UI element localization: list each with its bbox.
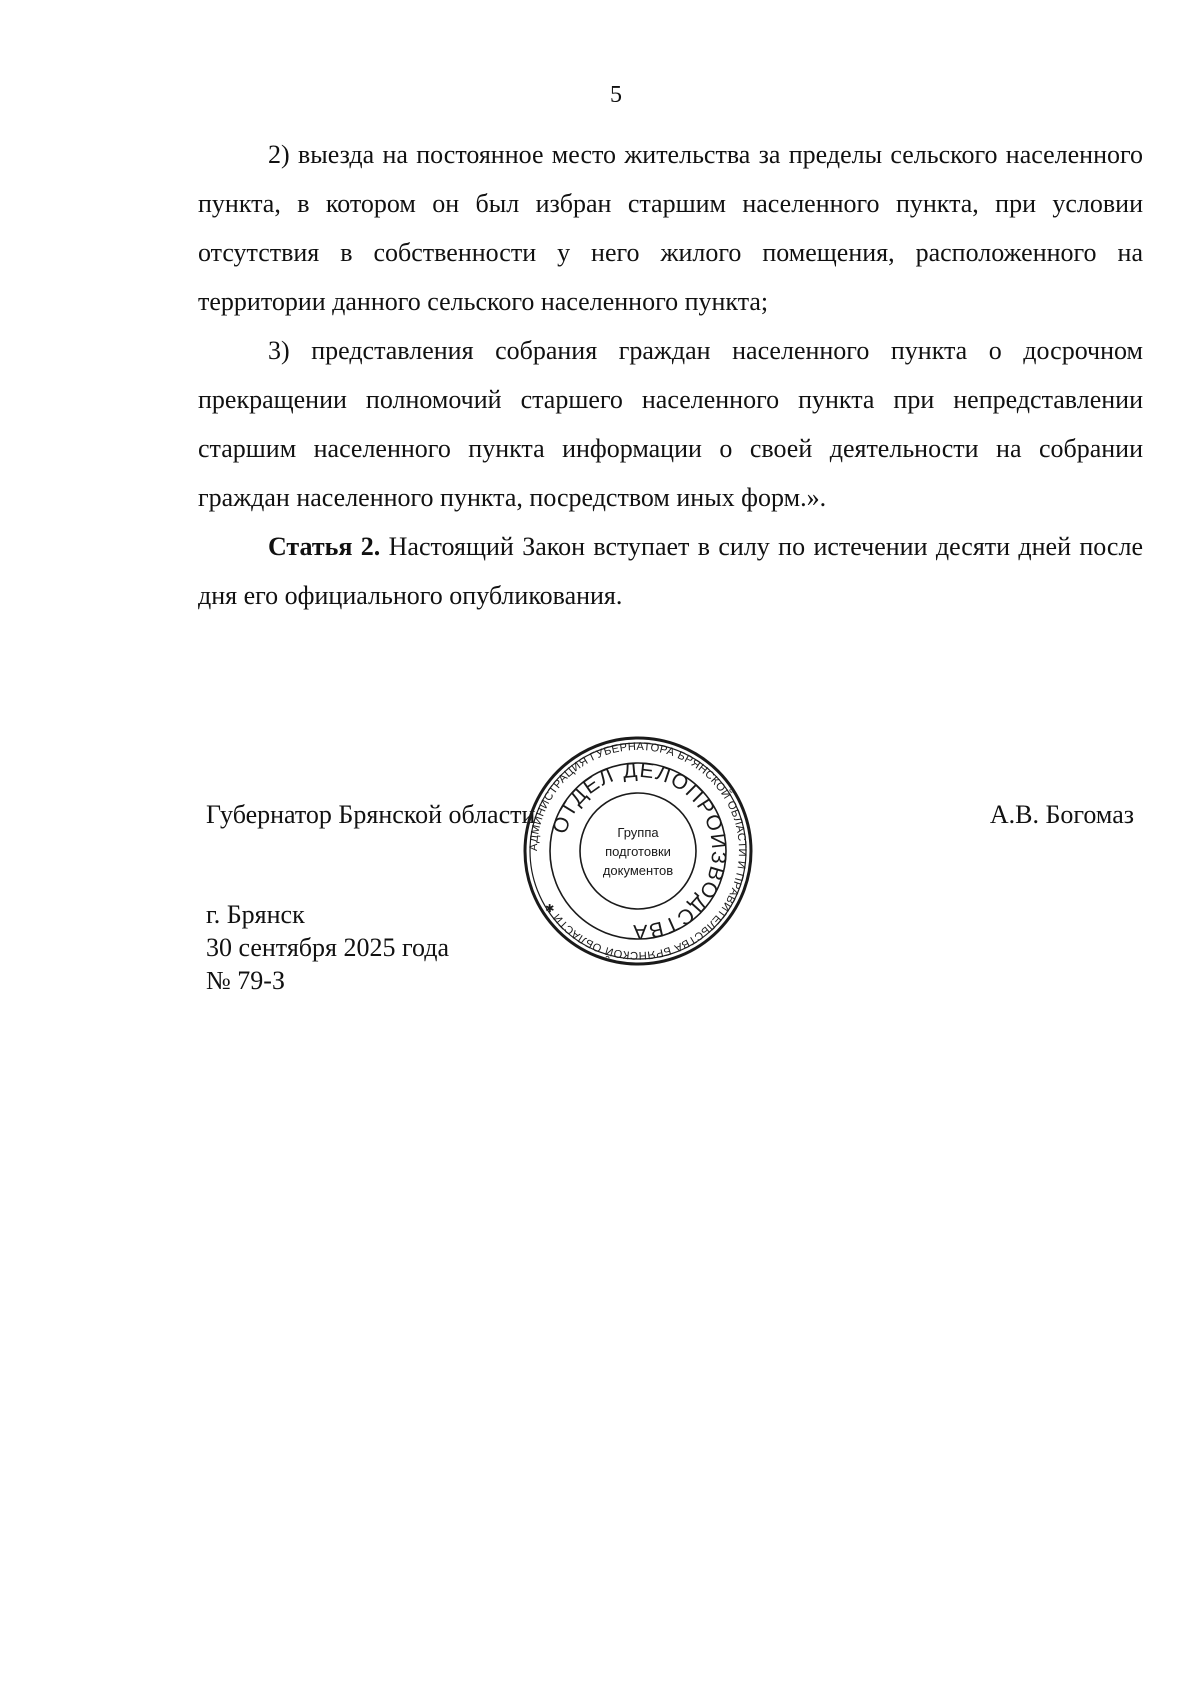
article-heading: Статья 2. <box>268 532 381 561</box>
stamp-outer-border <box>525 738 751 964</box>
stamp-center-line-1: Группа <box>617 825 659 840</box>
stamp-center-line-2: подготовки <box>605 844 671 859</box>
paragraph-item-2: 2) выезда на постоянное место жительства за пределы сельского населенного пункта, в котором он был избран старшим населенного пункта, при условии отсутствия в собственности у него жилого помещения, расположенного на территории данного сельского населенного пункта; <box>198 140 1143 316</box>
stamp-inner-ring-text: ОТДЕЛ ДЕЛОПРОИЗВОДСТВА <box>548 758 731 944</box>
document-body <box>198 130 1143 620</box>
article-text: Настоящий Закон вступает в силу по истечении десяти дней после дня его официального опубликования. <box>198 532 1143 610</box>
document-date: 30 сентября 2025 года <box>206 933 450 962</box>
document-city: г. Брянск <box>206 900 305 929</box>
official-stamp <box>522 735 754 967</box>
signer-name: А.В. Богомаз <box>989 800 1134 829</box>
paragraph-item-3: 3) представления собрания граждан населенного пункта о досрочном прекращении полномочий старшего населенного пункта при непредставлении старшим населенного пункта информации о своей деятельности на собрании граждан населенного пункта, посредством иных форм.». <box>198 336 1143 512</box>
stamp-center-line-3: документов <box>602 863 674 878</box>
document-number: № 79-З <box>206 966 285 995</box>
document-meta <box>206 898 449 997</box>
signer-title: Губернатор Брянской области <box>206 800 536 829</box>
stamp-outer-inner-border <box>527 740 749 962</box>
signature-row <box>206 800 1134 840</box>
stamp-outer-ring-text: АДМИНИСТРАЦИЯ ГУБЕРНАТОРА БРЯНСКОЙ ОБЛАСТИ И ПРАВИТЕЛЬСТВА БРЯНСКОЙ ОБЛАСТИ ✱ <box>527 740 749 962</box>
article-2-paragraph <box>198 522 1143 620</box>
stamp-middle-border <box>550 763 726 939</box>
page-number: 5 <box>610 82 622 108</box>
